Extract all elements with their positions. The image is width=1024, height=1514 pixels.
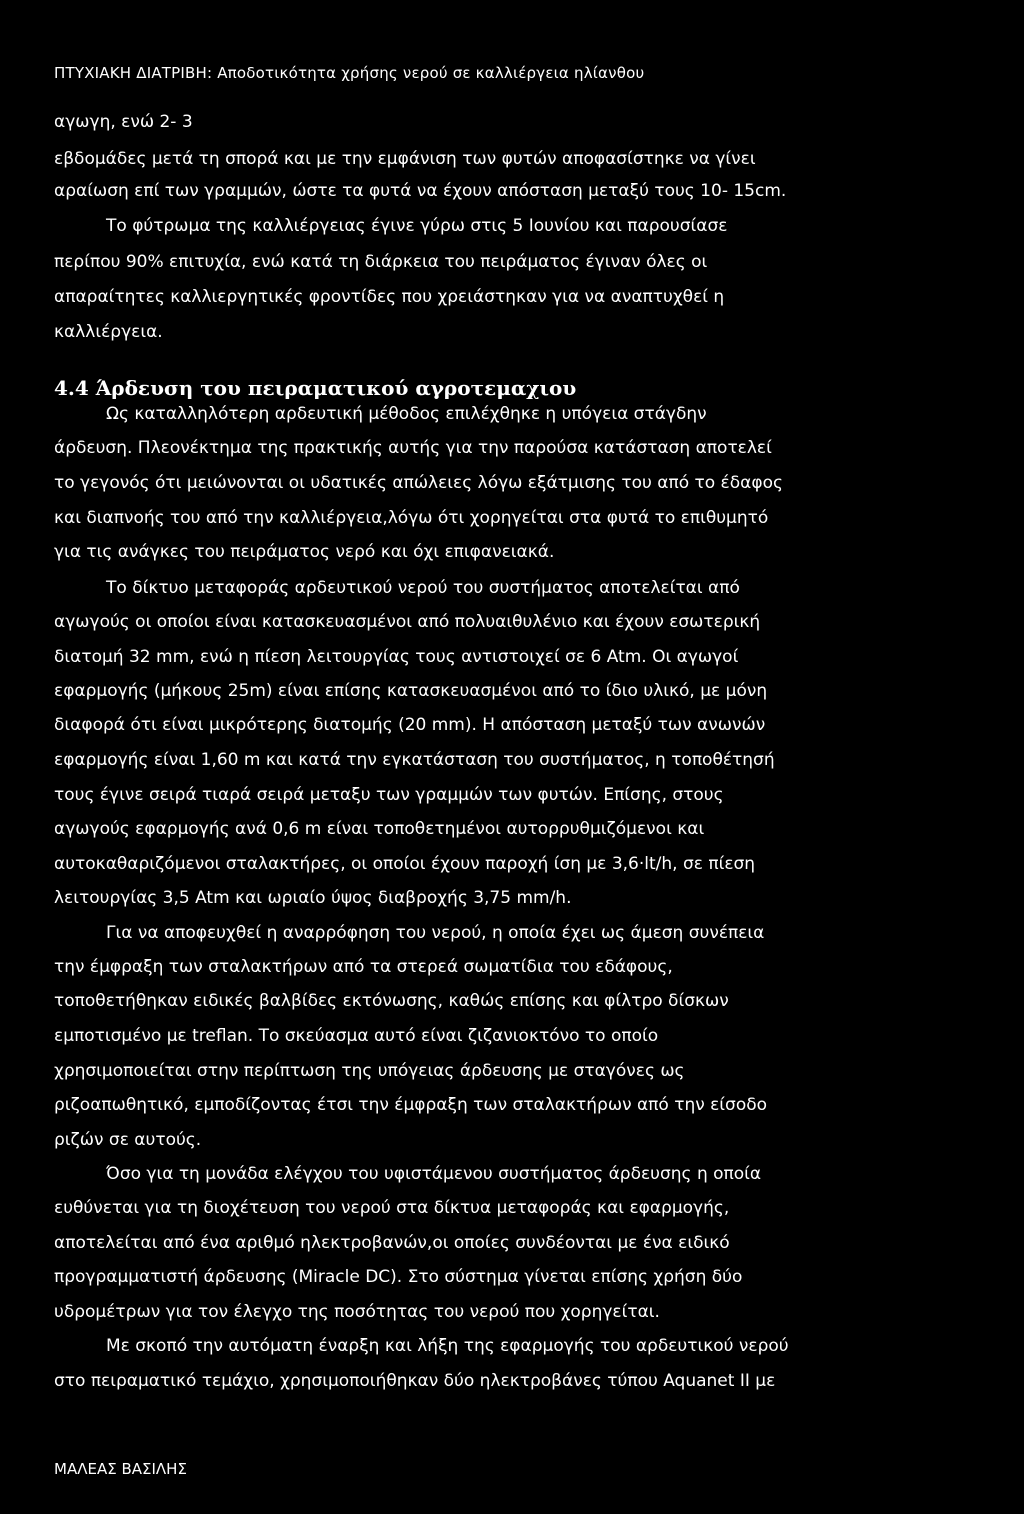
text-line: απαραίτητες καλλιεργητικές φροντίδες που χρειάστηκαν για να αναπτυχθεί η	[54, 287, 725, 307]
text-line: αγωγούς εφαρμογής ανά 0,6 m είναι τοποθετημένοι αυτορρυθμιζόμενοι και	[54, 819, 705, 839]
page-header: ΠΤΥΧΙΑΚΗ ΔΙΑΤΡΙΒΗ: Αποδοτικότητα χρήσης νερού σε καλλιέργεια ηλίανθου	[54, 64, 645, 82]
text-line: Με σκοπό την αυτόματη έναρξη και λήξη της εφαρμογής του αρδευτικού νερού	[106, 1336, 789, 1356]
text-line: εβδομάδες μετά τη σπορά και με την εμφάνιση των φυτών αποφασίστηκε να γίνει	[54, 149, 756, 169]
text-line: διαφορά ότι είναι μικρότερης διατομής (20 mm). Η απόσταση μεταξύ των ανωνών	[54, 715, 766, 735]
text-line: καλλιέργεια.	[54, 322, 163, 342]
text-line: ριζών σε αυτούς.	[54, 1130, 202, 1150]
text-line: υδρομέτρων για τον έλεγχο της ποσότητας του νερού που χορηγείται.	[54, 1302, 660, 1322]
text-line: Για να αποφευχθεί η αναρρόφηση του νερού, η οποία έχει ως άμεση συνέπεια	[106, 923, 765, 943]
text-line: στο πειραματικό τεμάχιο, χρησιμοποιήθηκαν δύο ηλεκτροβάνες τύπου Aquanet II με	[54, 1371, 776, 1391]
text-line: εμποτισμένο με treflan. Το σκεύασμα αυτό είναι ζιζανιοκτόνο το οποίο	[54, 1026, 659, 1046]
text-line: περίπου 90% επιτυχία, ενώ κατά τη διάρκεια του πειράματος έγιναν όλες οι	[54, 252, 708, 272]
text-line: λειτουργίας 3,5 Atm και ωριαίο ύψος διαβροχής 3,75 mm/h.	[54, 888, 572, 908]
text-line: άρδευση. Πλεονέκτημα της πρακτικής αυτής για την παρούσα κατάσταση αποτελεί	[54, 438, 772, 458]
text-line: Το δίκτυο μεταφοράς αρδευτικού νερού του συστήματος αποτελείται από	[106, 578, 740, 598]
text-line: Ως καταλληλότερη αρδευτική μέθοδος επιλέχθηκε η υπόγεια στάγδην	[106, 404, 707, 424]
text-line: διατομή 32 mm, ενώ η πίεση λειτουργίας τους αντιστοιχεί σε 6 Atm. Οι αγωγοί	[54, 647, 739, 667]
text-line: αγωγούς οι οποίοι είναι κατασκευασμένοι από πολυαιθυλένιο και έχουν εσωτερική	[54, 612, 761, 632]
text-line: εφαρμογής (μήκους 25m) είναι επίσης κατασκευασμένοι από το ίδιο υλικό, με μόνη	[54, 681, 768, 701]
text-line: τοποθετήθηκαν ειδικές βαλβίδες εκτόνωσης, καθώς επίσης και φίλτρο δίσκων	[54, 991, 729, 1011]
section-heading: 4.4 Άρδευση του πειραματικού αγροτεμαχιου	[54, 376, 577, 400]
text-line: αραίωση επί των γραμμών, ώστε τα φυτά να έχουν απόσταση μεταξύ τους 10- 15cm.	[54, 181, 787, 201]
text-line: ριζοαπωθητικό, εμποδίζοντας έτσι την έμφραξη των σταλακτήρων από την είσοδο	[54, 1095, 768, 1115]
text-line: για τις ανάγκες του πειράματος νερό και όχι επιφανειακά.	[54, 542, 555, 562]
page-footer-author: ΜΑΛΕΑΣ ΒΑΣΙΛΗΣ	[54, 1460, 187, 1478]
text-line: Το φύτρωμα της καλλιέργειας έγινε γύρω στις 5 Ιουνίου και παρουσίασε	[106, 216, 728, 236]
text-line: το γεγονός ότι μειώνονται οι υδατικές απώλειες λόγω εξάτμισης του από το έδαφος	[54, 473, 783, 493]
text-line: εφαρμογής είναι 1,60 m και κατά την εγκατάσταση του συστήματος, η τοποθέτησή	[54, 750, 775, 770]
text-line: τους έγινε σειρά τιαρά σειρά μεταξυ των γραμμών των φυτών. Επίσης, στους	[54, 785, 724, 805]
text-line: Όσο για τη μονάδα ελέγχου του υφιστάμενου συστήματος άρδευσης η οποία	[106, 1164, 762, 1184]
text-line: την έμφραξη των σταλακτήρων από τα στερεά σωματίδια του εδάφους,	[54, 957, 673, 977]
text-line: ευθύνεται για τη διοχέτευση του νερού στα δίκτυα μεταφοράς και εφαρμογής,	[54, 1198, 730, 1218]
text-line: αγωγη, ενώ 2- 3	[54, 112, 193, 132]
text-line: και διαπνοής του από την καλλιέργεια,λόγω ότι χορηγείται στα φυτά το επιθυμητό	[54, 508, 769, 528]
text-line: αποτελείται από ένα αριθμό ηλεκτροβανών,οι οποίες συνδέονται με ένα ειδικό	[54, 1233, 730, 1253]
text-line: προγραμματιστή άρδευσης (Miracle DC). Στο σύστημα γίνεται επίσης χρήση δύο	[54, 1267, 743, 1287]
text-line: χρησιμοποιείται στην περίπτωση της υπόγειας άρδευσης με σταγόνες ως	[54, 1061, 685, 1081]
text-line: αυτοκαθαριζόμενοι σταλακτήρες, οι οποίοι έχουν παροχή ίση με 3,6·lt/h, σε πίεση	[54, 854, 756, 874]
